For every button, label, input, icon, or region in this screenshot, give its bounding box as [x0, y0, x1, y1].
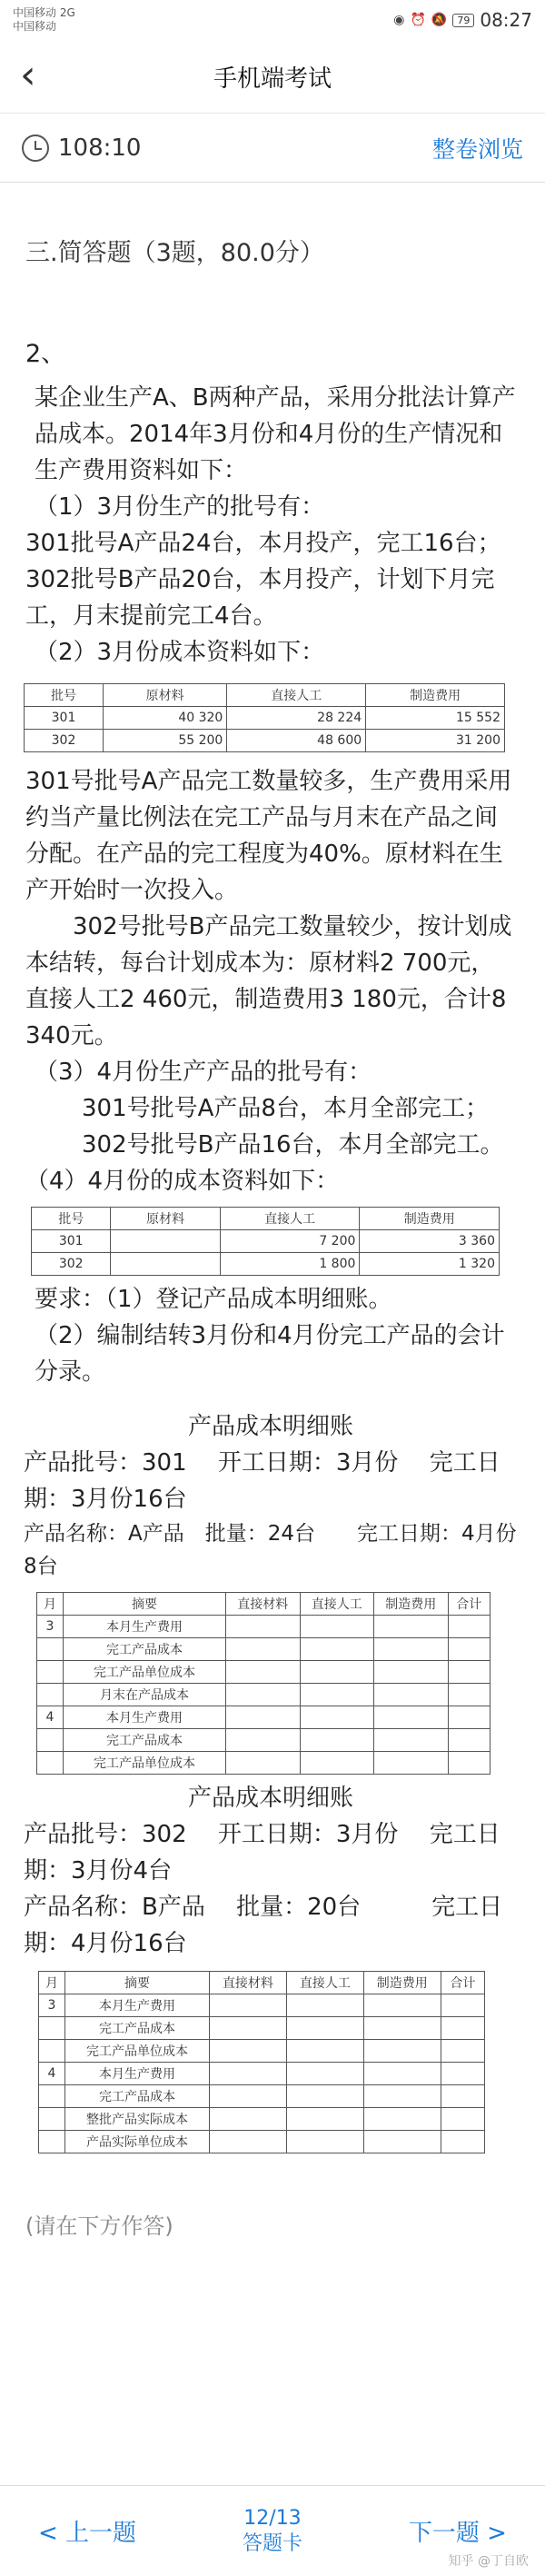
requirement-1: 要求：（1）登记产品成本明细账。 — [35, 1286, 392, 1313]
table-cell: 7 200 — [220, 1230, 360, 1253]
table-cell — [226, 1661, 301, 1684]
table-header: 月 — [39, 1972, 65, 1994]
section-title: 三.简答题（3题，80.0分） — [25, 239, 324, 267]
table-cell — [374, 1661, 449, 1684]
table-cell — [363, 1994, 441, 2017]
table-cell — [226, 1616, 301, 1638]
table-row — [39, 2131, 485, 2153]
question-p1: （1）3月份生产的批号有： — [35, 493, 325, 521]
table-cell — [448, 1638, 490, 1661]
carrier-info — [13, 6, 75, 34]
table-cell — [286, 2108, 363, 2131]
table-cell — [39, 2040, 65, 2063]
table-cell: 28 224 — [227, 707, 366, 730]
watermark: 知乎 @丁自欧 — [448, 2554, 529, 2569]
table-cell: 4 — [39, 2063, 65, 2085]
table-row — [39, 2017, 485, 2040]
ledger-table-302 — [38, 1971, 485, 2153]
ledger-line-2: 产品名称：A产品 批量：24台 完工日期：4月份8台 — [24, 1522, 517, 1578]
table-cell — [210, 2085, 287, 2108]
timer-value: 108:10 — [58, 134, 142, 162]
mute-icon: 🔕 — [431, 13, 448, 27]
table-cell — [448, 1684, 490, 1706]
table-cell — [363, 2040, 441, 2063]
table-header: 合计 — [448, 1593, 490, 1616]
table-header: 直接材料 — [226, 1593, 301, 1616]
clock-icon — [22, 134, 49, 162]
table-cell — [374, 1706, 449, 1729]
table-cell — [363, 2131, 441, 2153]
table-row — [25, 707, 505, 730]
table-cell — [286, 2131, 363, 2153]
table-row — [39, 2040, 485, 2063]
table-cell — [441, 2131, 484, 2153]
table-cell: 302 — [32, 1253, 111, 1276]
page-title: 手机端考试 — [213, 65, 332, 93]
table-cell: 完工产品成本 — [64, 1729, 226, 1752]
table-cell — [210, 1994, 287, 2017]
table-cell — [300, 1684, 374, 1706]
table-cell — [37, 1638, 64, 1661]
table-cell: 整批产品实际成本 — [65, 2108, 210, 2131]
question-p8: 301号批号A产品8台，本月全部完工； — [82, 1095, 489, 1122]
table-cell: 完工产品单位成本 — [64, 1661, 226, 1684]
table-cell — [374, 1729, 449, 1752]
table-cell — [363, 2085, 441, 2108]
table-row — [39, 2085, 485, 2108]
table-row — [37, 1684, 490, 1706]
table-cell: 40 320 — [103, 707, 226, 730]
table-cell — [363, 2108, 441, 2131]
table-row — [25, 730, 505, 752]
cost-table-april — [31, 1207, 500, 1276]
table-cell: 完工产品成本 — [64, 1638, 226, 1661]
table-header-row — [37, 1593, 490, 1616]
table-row — [32, 1230, 500, 1253]
table-cell — [210, 2017, 287, 2040]
table-cell — [111, 1253, 220, 1276]
table-cell — [39, 2085, 65, 2108]
answer-card-button[interactable] — [243, 2506, 302, 2557]
table-cell — [374, 1752, 449, 1775]
question-p7: （3）4月份生产产品的批号有： — [35, 1059, 372, 1086]
table-header: 批号 — [25, 684, 104, 707]
table-cell — [441, 2017, 484, 2040]
table-cell — [300, 1752, 374, 1775]
table-cell — [39, 2108, 65, 2131]
table-header: 原材料 — [103, 684, 226, 707]
table-cell — [441, 2108, 484, 2131]
status-bar — [0, 0, 545, 40]
ledger-302 — [0, 1780, 545, 1962]
table-cell — [286, 2085, 363, 2108]
question-p2: 301批号A产品24台，本月投产，完工16台； — [25, 530, 501, 557]
table-cell — [111, 1230, 220, 1253]
table-header: 制造费用 — [360, 1208, 500, 1230]
table-cell — [226, 1729, 301, 1752]
table-cell: 完工产品单位成本 — [64, 1752, 226, 1775]
cost-table-march — [24, 683, 505, 752]
table-cell — [286, 2040, 363, 2063]
page-indicator: 12/13 — [243, 2506, 302, 2530]
ledger-title: 产品成本明细账 — [187, 1413, 353, 1440]
table-cell — [300, 1661, 374, 1684]
title-bar — [0, 40, 545, 114]
table-cell — [210, 2040, 287, 2063]
table-cell: 31 200 — [366, 730, 505, 752]
ledger-301 — [0, 1408, 545, 1583]
table-cell — [448, 1752, 490, 1775]
table-cell — [39, 2017, 65, 2040]
table-cell — [37, 1661, 64, 1684]
table-cell: 本月生产费用 — [64, 1706, 226, 1729]
table-cell — [37, 1752, 64, 1775]
table-cell — [374, 1684, 449, 1706]
table-header: 批号 — [32, 1208, 111, 1230]
ledger-line-2: 产品名称：B产品 批量：20台 完工日期：4月份16台 — [24, 1894, 503, 1957]
table-cell — [374, 1616, 449, 1638]
table-row — [32, 1253, 500, 1276]
eye-icon: ◉ — [393, 13, 405, 27]
table-header: 直接材料 — [210, 1972, 287, 1994]
clock-time: 08:27 — [480, 9, 532, 31]
table-cell: 本月生产费用 — [65, 1994, 210, 2017]
table-cell: 55 200 — [103, 730, 226, 752]
table-cell: 1 800 — [220, 1253, 360, 1276]
table-cell: 月末在产品成本 — [64, 1684, 226, 1706]
table-cell — [37, 1729, 64, 1752]
question-p9: 302号批号B产品16台，本月全部完工。 — [82, 1131, 504, 1159]
table-header-row — [39, 1972, 485, 1994]
table-cell: 完工产品成本 — [65, 2085, 210, 2108]
table-cell — [448, 1729, 490, 1752]
table-header: 制造费用 — [366, 684, 505, 707]
table-row — [39, 2108, 485, 2131]
chevron-left-icon[interactable]: ‹ — [20, 52, 36, 98]
table-cell — [448, 1661, 490, 1684]
ledger-title: 产品成本明细账 — [187, 1785, 353, 1812]
question-p3: 302批号B产品20台，本月投产，计划下月完工，月末提前完工4台。 — [25, 566, 495, 630]
table-cell: 1 320 — [360, 1253, 500, 1276]
table-header: 摘要 — [64, 1593, 226, 1616]
question-p6: 302号批号B产品完工数量较少，按计划成本结转，每台计划成本为：原材料2 700元，直接人工2 460元，制造费用3 180元，合计8 340元。 — [25, 913, 512, 1049]
table-cell — [226, 1752, 301, 1775]
table-header: 合计 — [441, 1972, 484, 1994]
question-p5: 301号批号A产品完工数量较多，生产费用采用约当产量比例法在完工产品与月末在产品之间分配。在产品的完工程度为40%。原材料在生产开始时一次投入。 — [25, 768, 512, 904]
table-header: 直接人工 — [286, 1972, 363, 1994]
table-cell: 完工产品单位成本 — [65, 2040, 210, 2063]
table-cell — [226, 1706, 301, 1729]
table-cell: 15 552 — [366, 707, 505, 730]
table-header: 原材料 — [111, 1208, 220, 1230]
status-icons — [393, 9, 532, 31]
alarm-icon: ⏰ — [410, 13, 426, 27]
table-row — [39, 2063, 485, 2085]
table-cell — [448, 1616, 490, 1638]
table-cell: 48 600 — [227, 730, 366, 752]
table-cell — [226, 1684, 301, 1706]
table-cell — [441, 2040, 484, 2063]
prev-question-button[interactable]: < 上一题 — [38, 2520, 137, 2547]
table-row — [37, 1661, 490, 1684]
table-row — [37, 1706, 490, 1729]
table-row — [37, 1616, 490, 1638]
table-cell: 3 — [39, 1994, 65, 2017]
table-cell — [300, 1729, 374, 1752]
table-row — [37, 1729, 490, 1752]
table-cell — [363, 2017, 441, 2040]
table-cell — [286, 2017, 363, 2040]
table-cell — [39, 2131, 65, 2153]
table-row — [39, 1994, 485, 2017]
table-cell — [374, 1638, 449, 1661]
table-header: 制造费用 — [374, 1593, 449, 1616]
table-header: 直接人工 — [300, 1593, 374, 1616]
table-header-row — [25, 684, 505, 707]
question-number: 2、 — [25, 340, 66, 368]
question-intro: 某企业生产A、B两种产品，采用分批法计算产品成本。2014年3月份和4月份的生产情况和生产费用资料如下： — [35, 384, 516, 484]
next-question-button[interactable]: 下一题 > — [408, 2520, 507, 2547]
table-cell — [441, 2063, 484, 2085]
table-cell: 本月生产费用 — [65, 2063, 210, 2085]
answer-card-label: 答题卡 — [242, 2531, 302, 2555]
table-cell: 3 360 — [360, 1230, 500, 1253]
table-cell — [210, 2108, 287, 2131]
table-cell — [37, 1684, 64, 1706]
question-p10: （4）4月份的成本资料如下： — [25, 1168, 340, 1195]
answer-hint[interactable]: (请在下方作答) — [25, 2213, 173, 2239]
carrier-2: 中国移动 — [13, 20, 57, 33]
table-cell: 完工产品成本 — [65, 2017, 210, 2040]
table-cell — [441, 1994, 484, 2017]
table-header: 直接人工 — [220, 1208, 360, 1230]
question-body — [0, 369, 545, 671]
requirements — [0, 1276, 545, 1390]
table-cell — [300, 1638, 374, 1661]
carrier-1: 中国移动 2G — [13, 6, 75, 19]
ledger-line-1: 产品批号：302 开工日期：3月份 完工日期：3月份4台 — [24, 1821, 500, 1885]
table-header: 制造费用 — [363, 1972, 441, 1994]
question-p4: （2）3月份成本资料如下： — [35, 639, 325, 666]
table-cell: 3 — [37, 1616, 64, 1638]
table-row — [37, 1638, 490, 1661]
table-cell: 本月生产费用 — [64, 1616, 226, 1638]
timer — [22, 134, 141, 162]
table-header: 月 — [37, 1593, 64, 1616]
table-cell — [448, 1706, 490, 1729]
requirement-2: （2）编制结转3月份和4月份完工产品的会计分录。 — [35, 1322, 505, 1386]
ledger-line-1: 产品批号：301 开工日期：3月份 完工日期：3月份16台 — [24, 1449, 500, 1513]
table-header: 直接人工 — [227, 684, 366, 707]
ledger-table-301 — [36, 1592, 490, 1775]
table-cell — [300, 1616, 374, 1638]
table-cell: 301 — [25, 707, 104, 730]
table-cell — [226, 1638, 301, 1661]
table-cell — [363, 2063, 441, 2085]
table-cell: 产品实际单位成本 — [65, 2131, 210, 2153]
table-cell — [441, 2085, 484, 2108]
table-cell: 302 — [25, 730, 104, 752]
table-cell — [300, 1706, 374, 1729]
question-body-2 — [0, 752, 545, 1199]
timer-bar — [0, 114, 545, 183]
table-header: 摘要 — [65, 1972, 210, 1994]
table-cell — [210, 2063, 287, 2085]
browse-all-button[interactable]: 整卷浏览 — [431, 135, 523, 163]
table-row — [37, 1752, 490, 1775]
battery-icon: 79 — [452, 14, 474, 27]
table-cell: 4 — [37, 1706, 64, 1729]
table-cell — [286, 1994, 363, 2017]
table-cell: 301 — [32, 1230, 111, 1253]
table-cell — [210, 2131, 287, 2153]
table-cell — [286, 2063, 363, 2085]
table-header-row — [32, 1208, 500, 1230]
